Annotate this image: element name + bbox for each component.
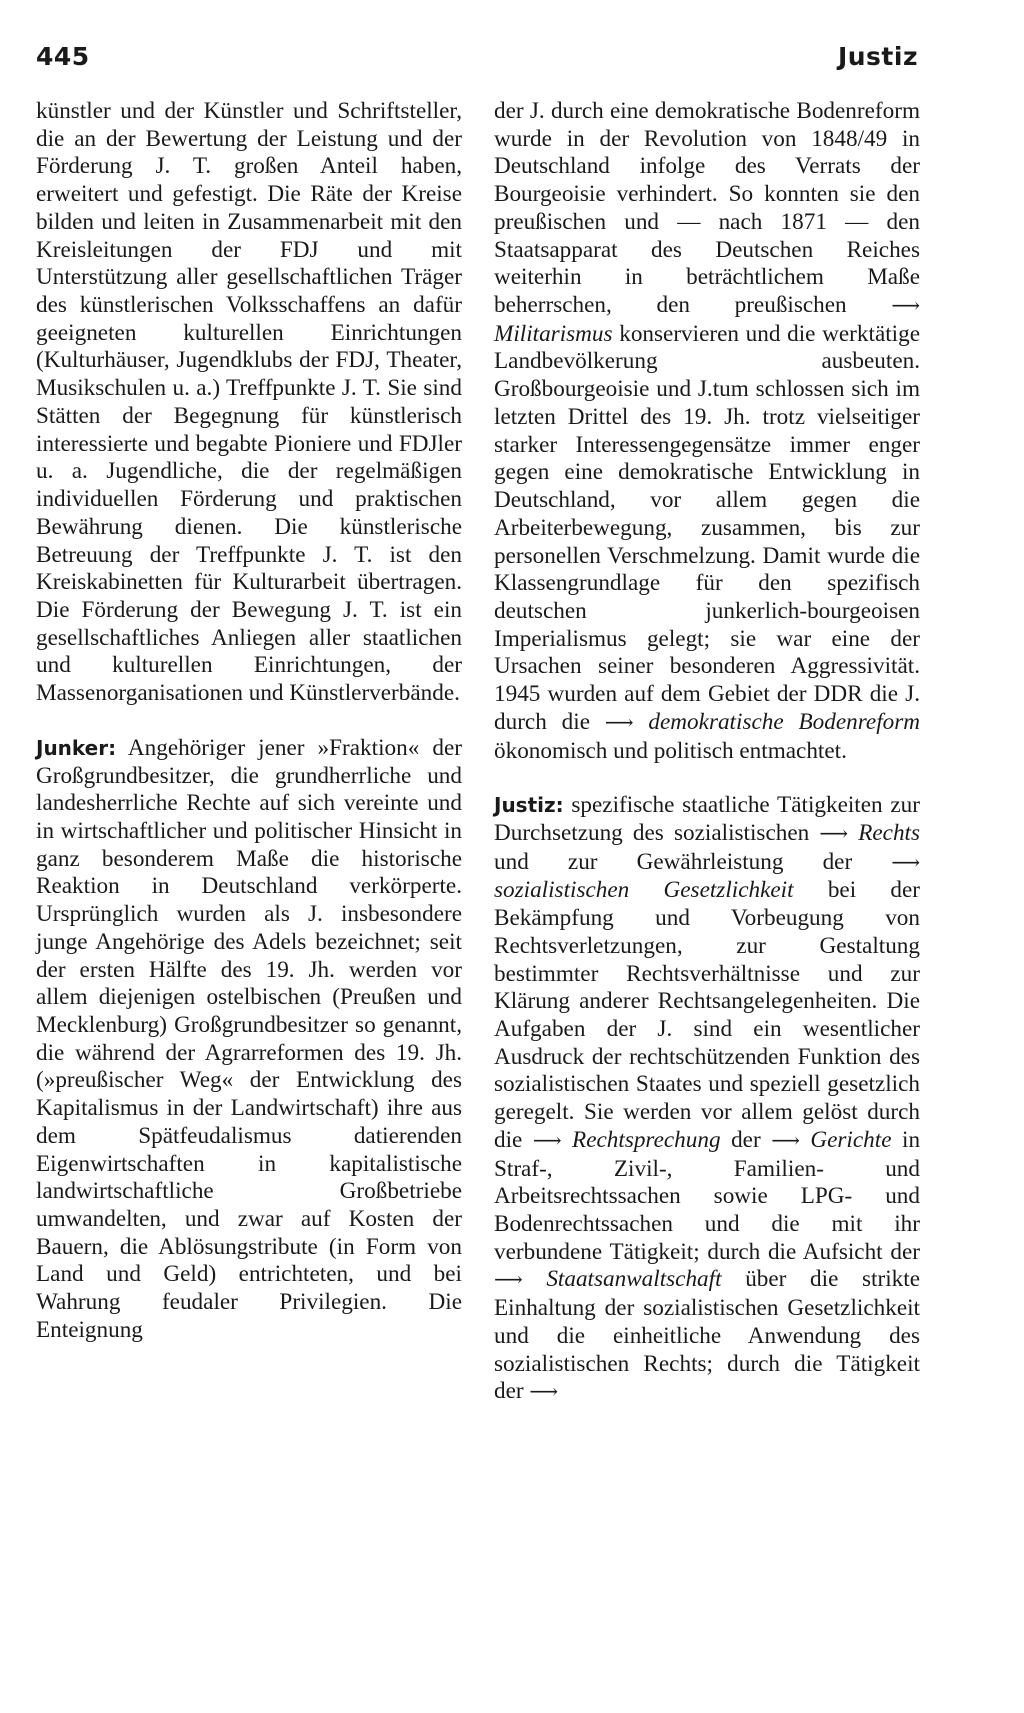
running-head: Justiz — [837, 42, 918, 71]
page-number: 445 — [36, 42, 90, 71]
cross-reference-rechts[interactable]: Rechts — [858, 819, 921, 846]
cross-reference-arrow-icon: ⟶ — [819, 822, 849, 845]
cross-reference-arrow-icon: ⟶ — [494, 1269, 523, 1292]
cross-reference-arrow-icon: ⟶ — [891, 851, 920, 874]
paragraph-text: künstler und der Künstler und Schriftsteller, die an der Bewertung der Leistung und der Förderung J. T. großen Anteil haben, erweitert und gefestigt. Die Räte der Kreise bilden und leiten in Zusammenarbeit mit den Kreisleitungen der FDJ und mit Unterstützung aller gesellschaftlichen Träger des künstlerischen Volksschaffens an dafür geeigneten kulturellen Einrichtungen (Kulturhäuser, Jugendklubs der FDJ, Theater, Musikschulen u. a.) Treffpunkte J. T. Sie sind Stätten der Begegnung für künstlerisch interessierte und begabte Pioniere und FDJler u. a. Jugendliche, die der regelmäßigen individuellen Förderung und praktischen Bewährung dienen. Die künstlerische Betreuung der Treffpunkte J. T. ist den Kreiskabinetten für Kulturarbeit übertragen. Die Förderung der Bewegung J. T. ist ein gesellschaftliches Anliegen aller staatlichen und kulturellen Einrichtungen, der Massenorganisationen und Künstlerverbände. — [36, 98, 462, 707]
entry-text: Angehöriger jener »Fraktion« der Großgrundbesitzer, die grundherrliche und landesherrliche Rechte auf sich vereinte und in wirtschaftlicher und politischer Hinsicht in ganz besonderem Maße die historische Reaktion in Deutschland verkörperte. Ursprünglich wurden als J. insbesondere junge Angehörige des Adels bezeichnet; seit der ersten Hälfte des 19. Jh. werden vor allem diejenigen ostelbischen (Preußen und Mecklenburg) Großgrundbesitzer so genannt, die während der Agrarreformen des 19. Jh. (»preußischer Weg« der Entwicklung des Kapitalismus in der Landwirtschaft) ihre aus dem Spätfeudalismus datierenden Eigenwirtschaften in kapitalistische landwirtschaftliche Großbetriebe umwandelten, und zwar auf Kosten der Bauern, die Ablösungstribute (in Form von Land und Geld) entrichteten, und bei Wahrung feudaler Privilegien. Die Enteignung — [36, 734, 462, 1343]
entry-text: spezifische staatliche Tätigkeiten zur Durchsetzung des sozialistischen — [494, 792, 920, 846]
entry-text: bei der Bekämpfung und Vorbeugung von Rechtsverletzungen, zur Gestaltung bestimmter Rechtsverhältnisse und zur Klärung anderer Rechtsangelegenheiten. Die Aufgaben der J. sind ein wesentlicher Ausdruck der rechtschützenden Funktion des sozialistischen Staates und speziell gesetzlich geregelt. Sie werden vor allem gelöst durch die — [494, 877, 921, 1153]
entry-text: in Straf-, Zivil-, Familien- und Arbeitsrechtssachen sowie LPG- und Bodenrechtssachen und die mit ihr verbundene Tätigkeit; durch die Aufsicht der — [494, 1126, 921, 1265]
cross-reference-staatsanwaltschaft[interactable]: Staatsanwaltschaft — [546, 1266, 722, 1293]
entry-junker-continued — [494, 98, 920, 765]
cross-reference-arrow-icon: ⟶ — [529, 1381, 559, 1404]
cross-reference-arrow-icon: ⟶ — [891, 295, 920, 318]
cross-reference-gesetzlichkeit[interactable]: sozialistischen Gesetzlichkeit — [494, 877, 794, 904]
cross-reference-arrow-icon: ⟶ — [532, 1129, 562, 1152]
entry-text: der J. durch eine demokratische Bodenreform wurde in der Revolution von 1848/49 in Deutschland infolge des Verrats der Bourgeoisie verhindert. So konnten sie den preußischen und — nach 1871 — den Staatsapparat des Deutschen Reiches weiterhin in beträchtlichem Maße beherrschen, den preußischen — [494, 98, 920, 319]
entry-text: ökonomisch und politisch entmachtet. — [494, 737, 847, 764]
cross-reference-gerichte[interactable]: Gerichte — [810, 1126, 892, 1153]
entry-continuation-paragraph — [36, 98, 462, 708]
entry-text: und zur Gewährleistung der — [494, 848, 892, 875]
entry-junker — [36, 735, 462, 1345]
entry-text: der — [720, 1126, 772, 1153]
cross-reference-rechtsprechung[interactable]: Rechtsprechung — [572, 1126, 721, 1153]
entry-text: über die strikte Einhaltung der sozialistischen Gesetzlichkeit und die einheitliche Anwendung des sozialistischen Rechts; durch die Tätigkeit der — [494, 1266, 920, 1405]
entry-justiz — [494, 792, 920, 1407]
cross-reference-bodenreform[interactable]: demokratische Bodenreform — [648, 708, 921, 735]
left-column — [36, 98, 462, 1345]
cross-reference-militarismus[interactable]: Militarismus — [494, 320, 613, 347]
entry-keyword-junker: Junker: — [36, 735, 117, 760]
cross-reference-arrow-icon: ⟶ — [771, 1129, 800, 1152]
entry-keyword-justiz: Justiz: — [494, 793, 564, 818]
entry-text: konservieren und die werktätige Landbevölkerung ausbeuten. Großbourgeoisie und J.tum schlossen sich im letzten Drittel des 19. Jh. trotz vielseitiger starker Interessengegensätze immer enger gegen eine demokratische Entwicklung in Deutschland, vor allem gegen die Arbeiterbewegung, zusammen, bis zur personellen Verschmelzung. Damit wurde die Klassengrundlage für den spezifisch deutschen junkerlich-bourgeoisen Imperialismus gelegt; sie war eine der Ursachen seiner besonderen Aggressivität. 1945 wurden auf dem Gebiet der DDR die J. durch die — [494, 320, 920, 735]
right-column — [494, 98, 920, 1407]
cross-reference-arrow-icon: ⟶ — [604, 711, 634, 734]
